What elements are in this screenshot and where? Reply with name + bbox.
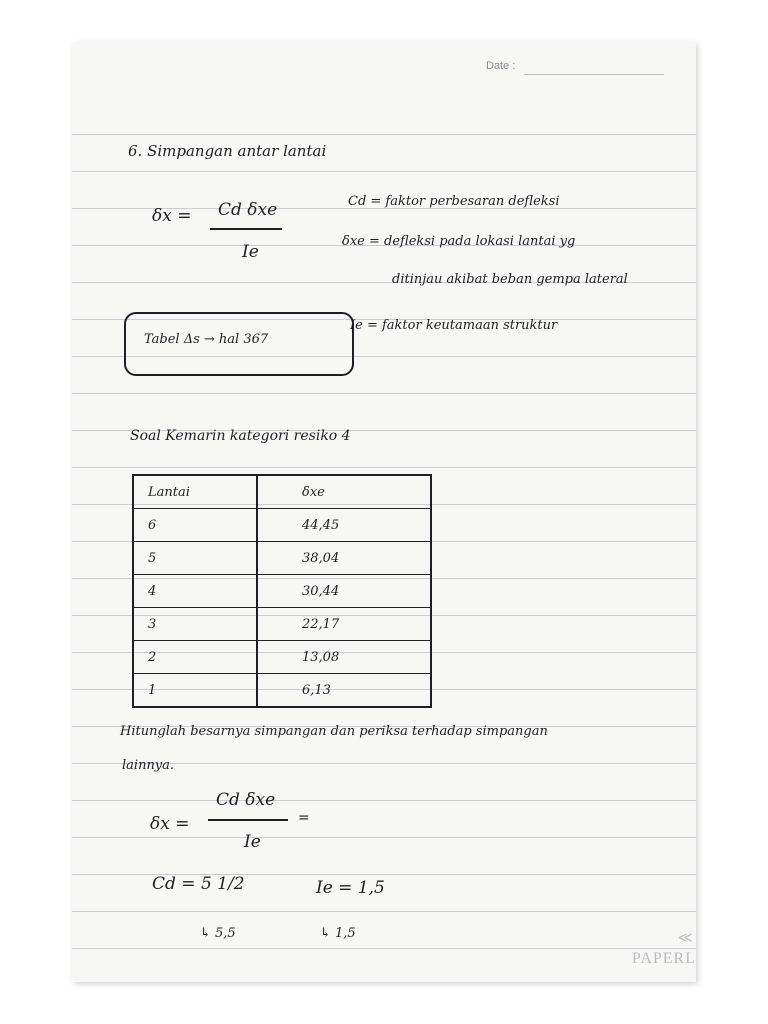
date-field-line xyxy=(524,74,664,75)
formula-lhs: δx = xyxy=(150,814,190,834)
table-cell-deflection: 22,17 xyxy=(257,608,431,641)
table-cell-deflection: 30,44 xyxy=(257,575,431,608)
table-cell-floor: 1 xyxy=(133,674,257,708)
instruction-line-1: Hitunglah besarnya simpangan dan periksa terhadap simpangan xyxy=(120,724,548,739)
formula-numerator: Cd δxe xyxy=(218,200,278,220)
formula-denominator: Ie xyxy=(244,832,261,852)
formula-denominator: Ie xyxy=(242,242,259,262)
definition-ie: Ie = faktor keutamaan struktur xyxy=(350,318,558,333)
reference-text: Tabel Δs → hal 367 xyxy=(144,332,269,347)
table-cell-floor: 2 xyxy=(133,641,257,674)
definition-dxe: δxe = defleksi pada lokasi lantai yg xyxy=(342,234,576,249)
formula-equals: = xyxy=(298,810,310,826)
table-cell-deflection: 44,45 xyxy=(257,509,431,542)
formula-numerator: Cd δxe xyxy=(216,790,276,810)
formula-lhs: δx = xyxy=(152,206,192,226)
ruled-line xyxy=(72,171,696,172)
ruled-line xyxy=(72,911,696,912)
table-cell-floor: 4 xyxy=(133,575,257,608)
table-cell-deflection: 38,04 xyxy=(257,542,431,575)
cd-decimal-value: ↳ 5,5 xyxy=(200,926,236,941)
instruction-line-2: lainnya. xyxy=(122,758,175,773)
column-header-dxe: δxe xyxy=(257,475,431,509)
ruled-line xyxy=(72,800,696,801)
brand-chevron-icon: ≪ xyxy=(678,930,693,946)
brand-logo: PAPERL xyxy=(631,950,696,967)
table-cell-deflection: 13,08 xyxy=(257,641,431,674)
table-row xyxy=(133,509,431,542)
table-row xyxy=(133,641,431,674)
table-row xyxy=(133,575,431,608)
section-title: 6. Simpangan antar lantai xyxy=(128,142,327,160)
ie-decimal-value: ↳ 1,5 xyxy=(320,926,356,941)
date-label: Date : xyxy=(486,60,516,72)
table-row xyxy=(133,608,431,641)
fraction-bar xyxy=(210,228,282,230)
fraction-bar xyxy=(208,819,288,821)
ie-value: Ie = 1,5 xyxy=(316,878,385,898)
table-cell-floor: 6 xyxy=(133,509,257,542)
ruled-line xyxy=(72,393,696,394)
cd-value: Cd = 5 1/2 xyxy=(152,874,245,894)
ruled-line xyxy=(72,134,696,135)
problem-title: Soal Kemarin kategori resiko 4 xyxy=(130,428,351,444)
table-cell-floor: 5 xyxy=(133,542,257,575)
definition-dxe-continued: ditinjau akibat beban gempa lateral xyxy=(392,272,628,287)
table-cell-deflection: 6,13 xyxy=(257,674,431,708)
column-header-lantai: Lantai xyxy=(133,475,257,509)
notebook-page xyxy=(72,42,696,982)
table-row xyxy=(133,542,431,575)
definition-cd: Cd = faktor perbesaran defleksi xyxy=(348,194,560,209)
ruled-line xyxy=(72,837,696,838)
table-cell-floor: 3 xyxy=(133,608,257,641)
ruled-line xyxy=(72,948,696,949)
ruled-line xyxy=(72,467,696,468)
table-header-row xyxy=(133,475,431,509)
floor-deflection-table xyxy=(132,474,432,708)
table-row xyxy=(133,674,431,708)
